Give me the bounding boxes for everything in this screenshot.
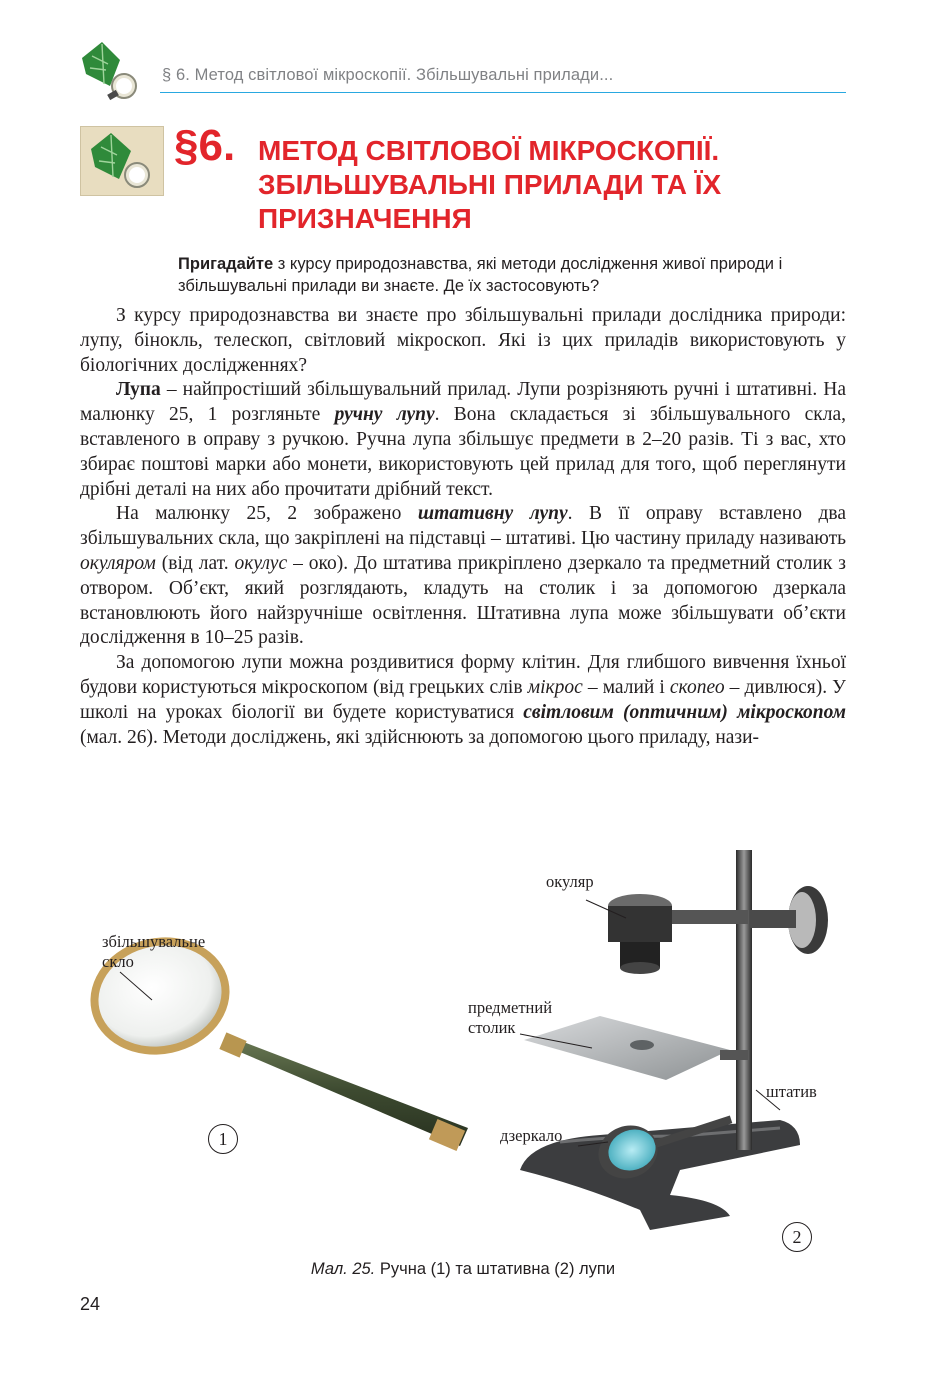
label-mirror: дзеркало <box>500 1126 563 1145</box>
paragraph-text: – дивлюся). У школі на уроках біології ви будете користуватися <box>80 676 846 723</box>
paragraph-text: (від лат. <box>155 552 235 574</box>
caption-text: Ручна (1) та штативна (2) лупи <box>375 1260 616 1278</box>
leaf-magnifier-icon <box>87 131 157 191</box>
figure-illustration <box>80 840 846 1260</box>
running-header: § 6. Метод світлової мікроскопії. Збільшувальні прилади... <box>162 66 614 84</box>
recall-text: з курсу природознавства, які методи дослідження живої природи і збільшувальні прилади ви знаєте. Де їх застосовують? <box>178 255 783 295</box>
stand-lens-drawing <box>520 850 828 1230</box>
paragraph-text: На малюнку 25, 2 зображено <box>116 503 418 525</box>
caption-lead: Мал. 25. <box>310 1260 376 1278</box>
figure-caption <box>80 1260 846 1279</box>
label-eyepiece: окуляр <box>546 872 594 891</box>
section-title-line: ПРИЗНАЧЕННЯ <box>258 203 472 234</box>
section-badge <box>80 126 164 196</box>
recall-prompt <box>178 253 846 297</box>
paragraph-text: З курсу природознавства ви знаєте про збільшувальні прилади дослідника природи: лупу, бінокль, телескоп, світловий мікроскоп. Які із цих приладів використовують у біологічних дослідженнях? <box>80 305 846 376</box>
page-number: 24 <box>80 1294 101 1314</box>
figure-marker-1: 1 <box>208 1124 238 1154</box>
term-hand-lens: ручну лупу <box>334 404 435 426</box>
label-stand: штатив <box>766 1082 817 1101</box>
term-tripod-lens: штативну лупу <box>417 503 568 525</box>
paragraph-text: . Вона складається зі збільшувального скла, вставленого в оправу з ручкою. Ручна лупа збільшує предмети в 2–20 разів. Ті з вас, хто збирає поштові марки або монети, використовують цей прилад для того, щоб переглянути дрібні деталі на них або прочитати дрібний текст. <box>80 404 846 500</box>
term-lupa: Лупа <box>116 379 161 401</box>
paragraph <box>80 304 846 378</box>
header-rule <box>160 92 846 93</box>
paragraph-text: . В її оправу вставлено два збільшувальних скла, що закріплені на підставці – штативі. Цю частину приладу називають <box>80 503 846 550</box>
paragraph <box>80 378 846 502</box>
paragraph-text: – око). До штатива прикріплено дзеркало та предметний столик з отвором. Об’єкт, який розглядають, кладуть на столик і за допомогою дзеркала встановлюють його найзручніше освітлення. Штативна лупа може збільшувати об’єкти дослідження в 10–25 разів. <box>80 552 846 649</box>
label-line: збільшувальне <box>102 932 206 951</box>
recall-lead: Пригадайте <box>178 255 274 273</box>
label-magnifying-glass <box>102 932 205 972</box>
paragraph <box>80 651 846 750</box>
section-title-line: ЗБІЛЬШУВАЛЬНІ ПРИЛАДИ ТА ЇХ <box>258 169 722 200</box>
body-text <box>80 304 846 750</box>
term-eyepiece: окуляром <box>80 552 156 574</box>
paragraph <box>80 502 846 651</box>
figure-marker-2: 2 <box>782 1222 812 1252</box>
term-mikros: мікрос <box>527 676 583 698</box>
term-oculus: окулус <box>234 552 288 574</box>
paragraph-text: (мал. 26). Методи досліджень, які здійснюють за допомогою цього приладу, нази- <box>80 726 760 748</box>
term-light-microscope: світловим (оптичним) мікроскопом <box>523 701 846 723</box>
figure-25 <box>80 840 846 1300</box>
section-title-line: МЕТОД СВІТЛОВОЇ МІКРОСКОПІЇ. <box>258 135 720 166</box>
paragraph-text: За допомогою лупи можна роздивитися форму клітин. Для глибшого вивчення їхньої будови користуються мікроскопом (від грецьких слів <box>80 652 846 698</box>
label-line: столик <box>468 1018 516 1037</box>
term-skopeo: скопео <box>669 676 725 698</box>
section-title <box>258 134 838 236</box>
paragraph-text: – малий і <box>582 676 670 698</box>
section-number: §6. <box>174 121 236 170</box>
label-line: скло <box>102 952 134 971</box>
paragraph-text: – найпростіший збільшувальний прилад. Лупи розрізняють ручні і штативні. На малюнку 25, 1 розгляньте <box>80 379 846 426</box>
label-stage <box>468 998 552 1038</box>
label-line: предметний <box>468 998 553 1017</box>
leaf-magnifier-icon <box>80 40 142 104</box>
